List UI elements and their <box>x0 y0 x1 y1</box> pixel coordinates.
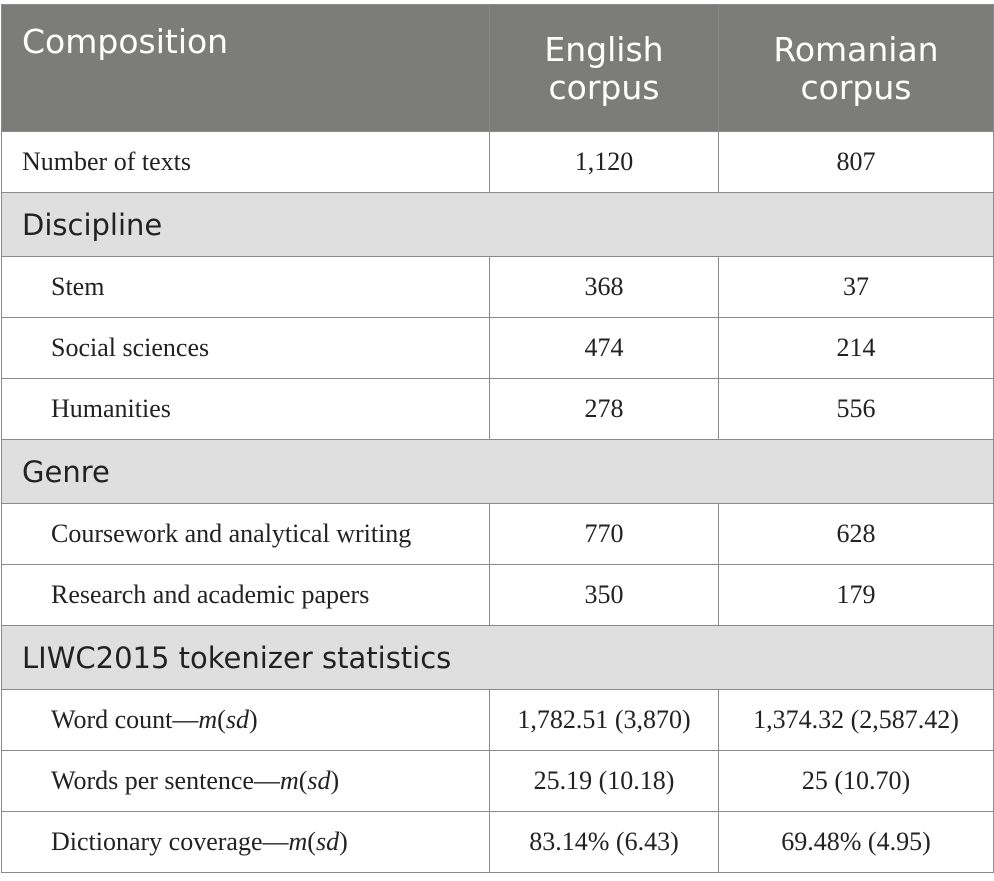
section-row-discipline <box>2 193 994 257</box>
stat-m: m <box>198 705 218 734</box>
table-row-number-of-texts <box>2 132 994 193</box>
table-row-humanities <box>2 379 994 440</box>
table-header-row <box>2 5 994 132</box>
stat-open: ( <box>307 827 316 856</box>
romanian-value: 556 <box>719 379 994 440</box>
stat-sd: sd <box>315 827 340 856</box>
row-label <box>2 751 490 812</box>
table-row-stem <box>2 257 994 318</box>
english-value: 1,782.51 (3,870) <box>490 690 719 751</box>
row-label: Research and academic papers <box>2 565 490 626</box>
table-row-social-sciences <box>2 318 994 379</box>
stat-close: ) <box>339 827 348 856</box>
header-english-corpus <box>490 5 719 132</box>
table-row-words-per-sentence <box>2 751 994 812</box>
row-label-text: Word count— <box>51 705 199 734</box>
romanian-value: 628 <box>719 504 994 565</box>
romanian-value: 214 <box>719 318 994 379</box>
section-title-discipline: Discipline <box>2 193 490 257</box>
header-romanian-line1: Romanian <box>773 30 939 69</box>
stat-m: m <box>279 766 299 795</box>
row-label: Coursework and analytical writing <box>2 504 490 565</box>
row-label: Humanities <box>2 379 490 440</box>
stat-m: m <box>288 827 308 856</box>
romanian-value: 807 <box>719 132 994 193</box>
corpus-composition-table <box>1 4 994 873</box>
romanian-value: 25 (10.70) <box>719 751 994 812</box>
table-row-word-count <box>2 690 994 751</box>
stat-close: ) <box>330 766 340 795</box>
row-label: Stem <box>2 257 490 318</box>
english-value: 350 <box>490 565 719 626</box>
stat-open: ( <box>298 766 308 795</box>
english-value: 474 <box>490 318 719 379</box>
romanian-value: 69.48% (4.95) <box>719 812 994 873</box>
table-row-dictionary-coverage <box>2 812 994 873</box>
romanian-value: 179 <box>719 565 994 626</box>
header-romanian-line2: corpus <box>800 68 912 107</box>
english-value: 1,120 <box>490 132 719 193</box>
section-title-liwc-text: LIWC2015 tokenizer statistics <box>22 640 452 675</box>
header-composition: Composition <box>2 5 490 132</box>
row-label <box>2 812 490 873</box>
table-row-research <box>2 565 994 626</box>
stat-close: ) <box>248 705 258 734</box>
stat-sd: sd <box>225 705 249 734</box>
stat-sd: sd <box>307 766 331 795</box>
header-romanian-corpus <box>719 5 994 132</box>
english-value: 770 <box>490 504 719 565</box>
english-value: 83.14% (6.43) <box>490 812 719 873</box>
section-title-liwc <box>2 626 490 690</box>
row-label: Social sciences <box>2 318 490 379</box>
romanian-value: 37 <box>719 257 994 318</box>
section-row-genre <box>2 440 994 504</box>
row-label-text: Dictionary coverage— <box>51 827 289 856</box>
header-english-line2: corpus <box>548 68 660 107</box>
english-value: 25.19 (10.18) <box>490 751 719 812</box>
row-label <box>2 690 490 751</box>
header-english-line1: English <box>544 30 664 69</box>
stat-open: ( <box>217 705 226 734</box>
section-row-liwc <box>2 626 994 690</box>
row-label-text: Words per sentence— <box>51 766 280 795</box>
romanian-value: 1,374.32 (2,587.42) <box>719 690 994 751</box>
row-label: Number of texts <box>2 132 490 193</box>
english-value: 278 <box>490 379 719 440</box>
table-row-coursework <box>2 504 994 565</box>
section-title-genre: Genre <box>2 440 490 504</box>
english-value: 368 <box>490 257 719 318</box>
